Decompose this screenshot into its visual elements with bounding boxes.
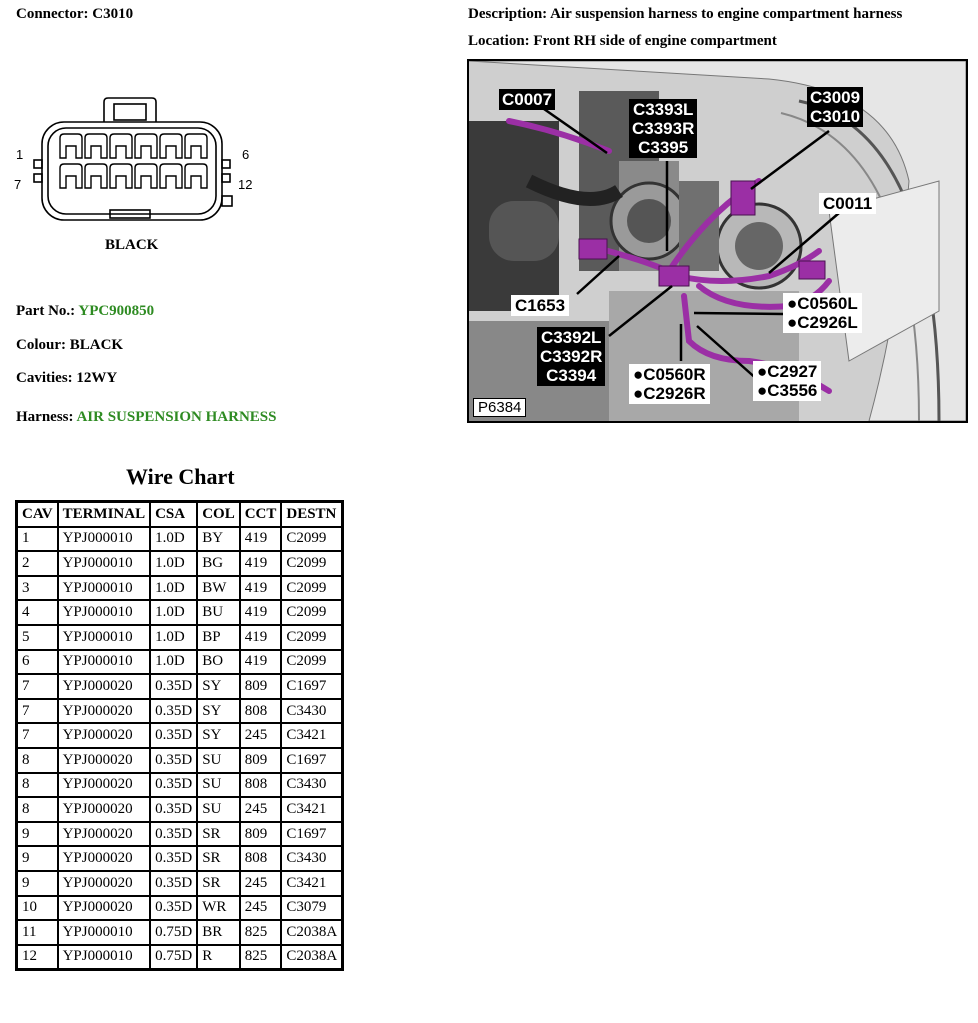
table-cell-cct: 245 [240, 797, 282, 822]
cavity-7 [60, 164, 82, 188]
table-cell-destn: C1697 [281, 748, 342, 773]
table-cell-csa: 1.0D [150, 527, 197, 552]
cavity-11 [160, 164, 182, 188]
cavities-label: Cavities: [16, 370, 73, 386]
table-cell-cav: 6 [17, 650, 58, 675]
table-cell-terminal: YPJ000010 [58, 920, 151, 945]
table-header-row [17, 502, 343, 527]
table-cell-cct: 808 [240, 773, 282, 798]
harness-link[interactable]: AIR SUSPENSION HARNESS [76, 409, 277, 425]
table-cell-cct: 245 [240, 896, 282, 921]
table-cell-destn: C1697 [281, 674, 342, 699]
table-row [17, 699, 343, 724]
pin-7-label: 7 [14, 177, 22, 192]
table-cell-cav: 4 [17, 600, 58, 625]
table-cell-csa: 0.35D [150, 846, 197, 871]
table-cell-destn: C3430 [281, 699, 342, 724]
table-cell-col: BU [197, 600, 240, 625]
callout-c3392: C3392L C3392R C3394 [537, 327, 605, 386]
pin-12-label: 12 [238, 177, 253, 192]
table-row [17, 920, 343, 945]
table-cell-col: SU [197, 797, 240, 822]
table-cell-destn: C3421 [281, 871, 342, 896]
table-cell-csa: 0.35D [150, 797, 197, 822]
table-cell-terminal: YPJ000010 [58, 576, 151, 601]
callout-c2927: ●C2927 ●C3556 [753, 361, 821, 401]
callout-c0007: C0007 [499, 89, 555, 110]
table-cell-csa: 0.75D [150, 945, 197, 970]
table-cell-csa: 0.35D [150, 773, 197, 798]
table-cell-destn: C2099 [281, 551, 342, 576]
table-cell-destn: C3079 [281, 896, 342, 921]
table-cell-cct: 419 [240, 625, 282, 650]
table-cell-destn: C3430 [281, 846, 342, 871]
description-label: Description: [468, 6, 548, 22]
table-cell-col: BW [197, 576, 240, 601]
table-cell-col: SU [197, 773, 240, 798]
table-cell-col: SY [197, 699, 240, 724]
table-cell-destn: C2099 [281, 527, 342, 552]
table-row [17, 797, 343, 822]
table-cell-cav: 9 [17, 871, 58, 896]
colour-value: BLACK [69, 337, 124, 353]
callout-c3393: C3393L C3393R C3395 [629, 99, 697, 158]
table-cell-cct: 419 [240, 551, 282, 576]
table-cell-cct: 808 [240, 699, 282, 724]
table-cell-cct: 808 [240, 846, 282, 871]
table-cell-col: R [197, 945, 240, 970]
cavity-5 [160, 134, 182, 158]
callout-c3009: C3009 C3010 [807, 87, 863, 127]
table-row [17, 748, 343, 773]
cavity-8 [85, 164, 107, 188]
table-row [17, 576, 343, 601]
table-cell-cav: 10 [17, 896, 58, 921]
column-header: COL [197, 502, 240, 527]
table-cell-cav: 7 [17, 674, 58, 699]
wire-chart-table [15, 500, 344, 971]
table-cell-csa: 0.35D [150, 723, 197, 748]
table-cell-destn: C2099 [281, 600, 342, 625]
table-cell-terminal: YPJ000010 [58, 527, 151, 552]
cavity-10 [135, 164, 157, 188]
cavity-12 [185, 164, 207, 188]
table-cell-cct: 809 [240, 674, 282, 699]
table-cell-cct: 825 [240, 920, 282, 945]
table-cell-csa: 0.35D [150, 896, 197, 921]
table-cell-cav: 9 [17, 846, 58, 871]
table-cell-cav: 9 [17, 822, 58, 847]
table-cell-cct: 419 [240, 576, 282, 601]
table-cell-terminal: YPJ000010 [58, 945, 151, 970]
cavity-3 [110, 134, 132, 158]
table-cell-csa: 1.0D [150, 551, 197, 576]
table-cell-terminal: YPJ000020 [58, 822, 151, 847]
column-header: TERMINAL [58, 502, 151, 527]
table-row [17, 846, 343, 871]
table-row [17, 650, 343, 675]
table-cell-cav: 8 [17, 748, 58, 773]
table-cell-cct: 419 [240, 600, 282, 625]
table-cell-col: BY [197, 527, 240, 552]
table-cell-destn: C2038A [281, 920, 342, 945]
table-cell-col: SR [197, 822, 240, 847]
table-cell-col: BO [197, 650, 240, 675]
wire-chart-title: Wire Chart [126, 464, 235, 489]
table-cell-col: SY [197, 674, 240, 699]
cavity-9 [110, 164, 132, 188]
table-cell-terminal: YPJ000020 [58, 723, 151, 748]
table-cell-col: BR [197, 920, 240, 945]
table-cell-cav: 8 [17, 797, 58, 822]
table-row [17, 674, 343, 699]
cavity-grid [60, 134, 207, 188]
table-cell-destn: C3421 [281, 723, 342, 748]
table-cell-csa: 1.0D [150, 576, 197, 601]
location-heading [468, 33, 777, 50]
part-number-label: Part No.: [16, 303, 76, 319]
cavity-1 [60, 134, 82, 158]
table-cell-cct: 809 [240, 748, 282, 773]
table-cell-csa: 1.0D [150, 600, 197, 625]
callout-c1653: C1653 [511, 295, 569, 316]
table-cell-col: SR [197, 871, 240, 896]
table-row [17, 600, 343, 625]
table-cell-destn: C3430 [281, 773, 342, 798]
part-number-link[interactable]: YPC900850 [78, 303, 155, 319]
table-cell-cct: 419 [240, 650, 282, 675]
callout-c0560r: ●C0560R ●C2926R [629, 364, 710, 404]
table-cell-cav: 7 [17, 699, 58, 724]
table-cell-cav: 11 [17, 920, 58, 945]
callout-c0011: C0011 [819, 193, 876, 214]
table-cell-terminal: YPJ000010 [58, 625, 151, 650]
table-cell-csa: 1.0D [150, 625, 197, 650]
table-cell-csa: 0.35D [150, 871, 197, 896]
table-row [17, 773, 343, 798]
table-cell-cav: 3 [17, 576, 58, 601]
table-cell-terminal: YPJ000020 [58, 846, 151, 871]
table-cell-terminal: YPJ000020 [58, 797, 151, 822]
table-cell-destn: C1697 [281, 822, 342, 847]
table-cell-cct: 419 [240, 527, 282, 552]
cavity-2 [85, 134, 107, 158]
location-value: Front RH side of engine compartment [533, 33, 777, 49]
connector-heading [16, 6, 133, 23]
table-cell-destn: C2038A [281, 945, 342, 970]
table-cell-destn: C2099 [281, 576, 342, 601]
pin-1-label: 1 [16, 147, 24, 162]
table-row [17, 945, 343, 970]
callout-c0560l: ●C0560L ●C2926L [783, 293, 862, 333]
column-header: DESTN [281, 502, 342, 527]
table-cell-csa: 0.35D [150, 674, 197, 699]
location-label: Location: [468, 33, 530, 49]
table-cell-cct: 245 [240, 723, 282, 748]
table-cell-cct: 825 [240, 945, 282, 970]
table-cell-terminal: YPJ000020 [58, 896, 151, 921]
table-cell-csa: 1.0D [150, 650, 197, 675]
connector-label: Connector: [16, 6, 89, 22]
table-cell-terminal: YPJ000010 [58, 650, 151, 675]
table-cell-terminal: YPJ000010 [58, 551, 151, 576]
table-row [17, 896, 343, 921]
table-row [17, 822, 343, 847]
table-body [17, 527, 343, 970]
connector-colour-caption: BLACK [105, 237, 159, 253]
colour-line [16, 337, 123, 354]
table-cell-col: BG [197, 551, 240, 576]
figure-plate-number: P6384 [473, 398, 526, 417]
connector-face-diagram [10, 92, 260, 262]
cavity-6 [185, 134, 207, 158]
description-heading [468, 6, 902, 23]
table-cell-terminal: YPJ000020 [58, 699, 151, 724]
table-row [17, 871, 343, 896]
table-cell-terminal: YPJ000010 [58, 600, 151, 625]
harness-label: Harness: [16, 409, 74, 425]
table-cell-destn: C2099 [281, 625, 342, 650]
location-illustration [467, 59, 968, 423]
colour-label: Colour: [16, 337, 66, 353]
table-cell-col: SR [197, 846, 240, 871]
table-cell-cav: 8 [17, 773, 58, 798]
table-cell-cav: 1 [17, 527, 58, 552]
table-cell-col: BP [197, 625, 240, 650]
table-cell-cav: 2 [17, 551, 58, 576]
harness-line [16, 409, 277, 426]
cavity-4 [135, 134, 157, 158]
table-cell-cct: 245 [240, 871, 282, 896]
column-header: CCT [240, 502, 282, 527]
pin-6-label: 6 [242, 147, 250, 162]
table-cell-terminal: YPJ000020 [58, 674, 151, 699]
table-cell-col: SU [197, 748, 240, 773]
table-cell-cav: 5 [17, 625, 58, 650]
connector-value: C3010 [92, 6, 134, 22]
table-cell-cav: 7 [17, 723, 58, 748]
table-row [17, 551, 343, 576]
table-cell-csa: 0.35D [150, 748, 197, 773]
cavities-value: 12WY [76, 370, 118, 386]
description-value: Air suspension harness to engine compartment harness [550, 6, 903, 22]
table-cell-terminal: YPJ000020 [58, 748, 151, 773]
table-cell-destn: C2099 [281, 650, 342, 675]
table-cell-terminal: YPJ000020 [58, 871, 151, 896]
table-cell-cav: 12 [17, 945, 58, 970]
column-header: CSA [150, 502, 197, 527]
cavities-line [16, 370, 117, 387]
column-header: CAV [17, 502, 58, 527]
table-cell-destn: C3421 [281, 797, 342, 822]
part-number-line [16, 303, 154, 320]
table-cell-cct: 809 [240, 822, 282, 847]
table-cell-col: SY [197, 723, 240, 748]
table-cell-terminal: YPJ000020 [58, 773, 151, 798]
table-row [17, 723, 343, 748]
table-cell-csa: 0.35D [150, 699, 197, 724]
table-cell-csa: 0.75D [150, 920, 197, 945]
table-row [17, 625, 343, 650]
table-cell-csa: 0.35D [150, 822, 197, 847]
table-row [17, 527, 343, 552]
table-cell-col: WR [197, 896, 240, 921]
